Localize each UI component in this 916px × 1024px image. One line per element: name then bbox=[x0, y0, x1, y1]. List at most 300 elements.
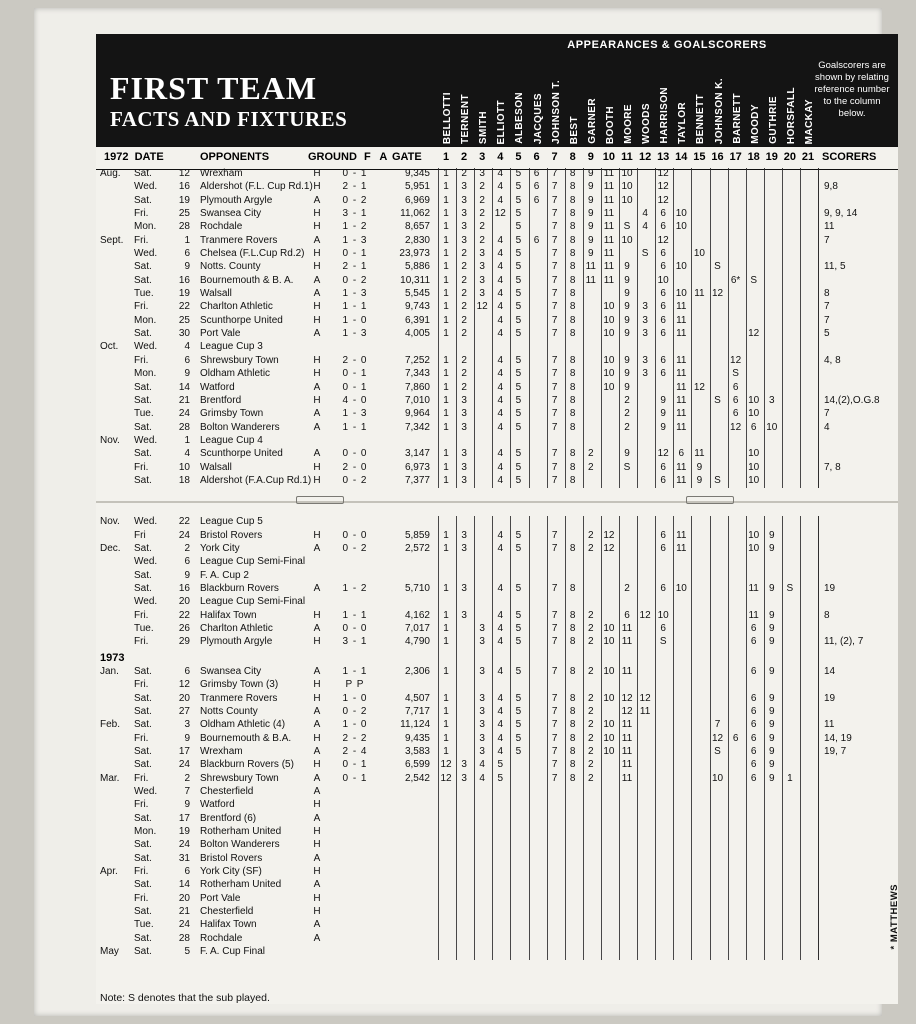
cell-score: 2 - 1 bbox=[342, 181, 368, 193]
appearance-cell-p13: 6 bbox=[660, 354, 666, 366]
table-row bbox=[96, 759, 898, 772]
cell-date: 30 bbox=[178, 328, 190, 340]
appearance-cell-p11: 11 bbox=[621, 732, 633, 744]
appearance-cell-p3: 3 bbox=[479, 665, 485, 677]
appearance-cell-p1: 1 bbox=[443, 745, 449, 757]
appearance-cell-p10: 10 bbox=[603, 636, 615, 648]
cell-day: Fri. bbox=[134, 354, 149, 366]
cell-score: 1 - 2 bbox=[342, 583, 368, 595]
cell-date: 25 bbox=[178, 314, 190, 326]
appearance-cell-p7: 7 bbox=[551, 609, 558, 621]
cell-score: 3 - 1 bbox=[342, 636, 368, 648]
cell-gate: 3,147 bbox=[404, 448, 430, 460]
appearance-cell-p18: 6 bbox=[750, 421, 757, 433]
cell-day: Sat. bbox=[134, 839, 152, 851]
appearance-cell-p3: 4 bbox=[479, 772, 485, 784]
table-row bbox=[96, 301, 898, 314]
table-row bbox=[96, 693, 898, 706]
appearance-cell-p4: 4 bbox=[497, 583, 504, 595]
appearance-cell-p13: 6 bbox=[660, 461, 666, 473]
cell-score: 1 - 1 bbox=[342, 301, 368, 313]
appearance-cell-p1: 1 bbox=[443, 194, 449, 206]
cell-day: Sat. bbox=[134, 261, 152, 273]
table-row bbox=[96, 530, 898, 543]
appearance-cell-p1: 1 bbox=[443, 354, 449, 366]
cell-ground: H bbox=[313, 261, 321, 273]
cell-gate: 9,743 bbox=[404, 301, 430, 313]
appearance-cell-p19: 10 bbox=[766, 421, 778, 433]
appearance-cell-p5: 5 bbox=[515, 665, 522, 677]
appearance-cell-p4: 4 bbox=[497, 274, 504, 286]
appearance-cell-p12: 3 bbox=[642, 301, 648, 313]
appearance-cell-p10: 10 bbox=[603, 368, 615, 380]
page-title bbox=[110, 72, 347, 131]
cell-date: 6 bbox=[184, 556, 190, 568]
player-number-20: 20 bbox=[783, 151, 797, 163]
cell-date: 28 bbox=[178, 221, 190, 233]
appearance-cell-p18: 6 bbox=[750, 665, 757, 677]
fixtures-sheet bbox=[96, 34, 898, 1004]
grid-rule bbox=[637, 650, 638, 666]
appearance-cell-p4: 4 bbox=[497, 194, 504, 206]
cell-ground: A bbox=[313, 194, 321, 206]
appearance-cell-p9: 2 bbox=[588, 692, 594, 704]
appearance-cell-p3: 3 bbox=[479, 168, 485, 179]
appearance-cell-p1: 1 bbox=[443, 421, 449, 433]
appearance-cell-p14: 11 bbox=[676, 408, 687, 420]
appearance-cell-p4: 4 bbox=[497, 609, 504, 621]
cell-opponents: Blackburn Rovers bbox=[200, 583, 279, 595]
appearance-cell-p10: 10 bbox=[603, 745, 615, 757]
cell-ground: A bbox=[313, 381, 321, 393]
fixtures-block bbox=[96, 666, 898, 960]
appearance-cell-p9: 9 bbox=[588, 248, 594, 260]
appearance-cell-p12: 4 bbox=[642, 208, 648, 220]
cell-date: 29 bbox=[178, 636, 190, 648]
cell-opponents: Plymouth Argyle bbox=[200, 194, 273, 206]
cell-day: Sat. bbox=[134, 421, 152, 433]
appearance-cell-p2: 3 bbox=[461, 448, 467, 460]
appearance-cell-p14: 6 bbox=[678, 448, 685, 460]
cell-month: May bbox=[100, 946, 119, 958]
appearance-cell-p2: 3 bbox=[461, 394, 467, 406]
cell-opponents: League Cup Semi-Final bbox=[200, 556, 306, 568]
cell-ground: H bbox=[313, 759, 321, 771]
appearance-cell-p4: 5 bbox=[497, 772, 504, 784]
cell-ground: H bbox=[313, 866, 321, 878]
cell-day: Tue. bbox=[134, 408, 154, 420]
cell-date: 16 bbox=[178, 181, 190, 193]
grid-rule bbox=[800, 650, 801, 666]
appearance-cell-p14: 11 bbox=[676, 394, 687, 406]
cell-gate: 3,583 bbox=[404, 745, 430, 757]
appearance-cell-p15: 12 bbox=[693, 381, 705, 393]
appearance-cell-p7: 7 bbox=[551, 732, 558, 744]
cell-gate: 11,124 bbox=[400, 719, 430, 731]
cell-score: 0 - 2 bbox=[342, 194, 368, 206]
cell-date: 17 bbox=[178, 745, 190, 757]
cell-gate: 4,005 bbox=[404, 328, 430, 340]
cell-ground: H bbox=[313, 248, 321, 260]
cell-ground: H bbox=[313, 692, 321, 704]
cell-opponents: Scunthorpe United bbox=[200, 314, 283, 326]
appearance-cell-p11: 2 bbox=[624, 408, 630, 420]
appearance-cell-p19: 9 bbox=[769, 583, 775, 595]
appearance-cell-p2: 3 bbox=[461, 609, 467, 621]
appearance-cell-p8: 8 bbox=[569, 221, 576, 233]
cell-ground: A bbox=[313, 583, 321, 595]
appearance-cell-p2: 2 bbox=[461, 328, 467, 340]
cell-day: Fri. bbox=[134, 866, 149, 878]
appearance-cell-p10: 10 bbox=[603, 719, 615, 731]
appearance-cell-p13: 6 bbox=[660, 474, 666, 486]
appearance-cell-p11: 2 bbox=[624, 583, 630, 595]
appearance-cell-p14: 11 bbox=[676, 328, 687, 340]
appearance-cell-p11: 9 bbox=[624, 354, 630, 366]
table-row bbox=[96, 248, 898, 261]
grid-rule bbox=[565, 650, 566, 666]
appearance-cell-p12: 3 bbox=[642, 314, 648, 326]
appearance-cell-p1: 1 bbox=[443, 234, 449, 246]
appearance-cell-p10: 12 bbox=[603, 529, 615, 541]
table-row bbox=[96, 516, 898, 529]
grid-rule bbox=[691, 650, 692, 666]
cell-date: 16 bbox=[178, 274, 190, 286]
column-header-f-a: F A bbox=[364, 151, 391, 163]
cell-score: 2 - 2 bbox=[342, 732, 368, 744]
cell-date: 26 bbox=[178, 623, 190, 635]
appearance-cell-p9: 9 bbox=[588, 208, 594, 220]
appearance-cell-p9: 9 bbox=[588, 194, 594, 206]
appearance-cell-p4: 4 bbox=[497, 692, 504, 704]
cell-opponents: Bournemouth & B.A. bbox=[200, 732, 292, 744]
appearance-cell-p5: 5 bbox=[515, 261, 522, 273]
appearance-cell-p12: 12 bbox=[639, 609, 651, 621]
appearance-cell-p9: 2 bbox=[588, 543, 594, 555]
table-row bbox=[96, 341, 898, 354]
cell-opponents: Bristol Rovers bbox=[200, 852, 263, 864]
appearance-cell-p7: 7 bbox=[551, 288, 558, 300]
appearance-cell-p13: 6 bbox=[660, 368, 666, 380]
grid-rule bbox=[746, 650, 747, 666]
appearance-cell-p3: 3 bbox=[479, 288, 485, 300]
appearance-cell-p2: 3 bbox=[461, 421, 467, 433]
cell-month: Feb. bbox=[100, 719, 121, 731]
appearance-cell-p14: 11 bbox=[676, 368, 687, 380]
appearance-cell-p2: 2 bbox=[461, 301, 467, 313]
cell-ground: H bbox=[313, 181, 321, 193]
grid-rule bbox=[728, 650, 729, 666]
cell-opponents: Oldham Athletic bbox=[200, 368, 271, 380]
appearance-cell-p1: 12 bbox=[440, 772, 452, 784]
cell-opponents: F. A. Cup Final bbox=[200, 946, 266, 958]
cell-scorers: 5 bbox=[824, 328, 830, 340]
appearance-cell-p8: 8 bbox=[569, 368, 576, 380]
appearance-cell-p7: 7 bbox=[551, 221, 558, 233]
grid-rule bbox=[510, 650, 511, 666]
appearance-cell-p11: 10 bbox=[621, 181, 633, 193]
cell-day: Sat. bbox=[134, 448, 152, 460]
appearance-cell-p2: 2 bbox=[461, 261, 467, 273]
appearance-cell-p19: 9 bbox=[769, 543, 775, 555]
cell-opponents: Shrewsbury Town bbox=[200, 354, 279, 366]
appearance-cell-p4: 4 bbox=[497, 328, 504, 340]
table-row bbox=[96, 746, 898, 759]
appearance-cell-p5: 5 bbox=[515, 274, 522, 286]
cell-month: Apr. bbox=[100, 866, 118, 878]
appearance-cell-p13: 9 bbox=[660, 421, 666, 433]
cell-day: Fri. bbox=[134, 461, 149, 473]
cell-day: Sat. bbox=[134, 569, 152, 581]
cell-ground: H bbox=[313, 892, 321, 904]
appearance-cell-p3: 3 bbox=[479, 248, 485, 260]
appearance-cell-p16: 7 bbox=[714, 719, 721, 731]
appearance-cell-p7: 7 bbox=[551, 248, 558, 260]
appearance-cell-p18: S bbox=[750, 274, 758, 286]
cell-gate: 8,657 bbox=[404, 221, 430, 233]
grid-rule bbox=[710, 650, 711, 666]
title-line-1: FIRST TEAM bbox=[110, 70, 318, 106]
cell-ground: H bbox=[313, 679, 321, 691]
player-name-13: HARRISON bbox=[659, 87, 671, 144]
cell-score: 0 - 1 bbox=[342, 759, 368, 771]
player-number-12: 12 bbox=[638, 151, 652, 163]
appearance-cell-p19: 9 bbox=[769, 705, 775, 717]
appearance-cell-p19: 9 bbox=[769, 719, 775, 731]
appearance-cell-p19: 9 bbox=[769, 623, 775, 635]
cell-score: 1 - 3 bbox=[342, 288, 368, 300]
appearance-cell-p10: 11 bbox=[603, 208, 615, 220]
cell-date: 10 bbox=[178, 461, 190, 473]
cell-ground: A bbox=[313, 274, 321, 286]
player-number-13: 13 bbox=[657, 151, 670, 163]
appearance-cell-p13: 6 bbox=[660, 221, 666, 233]
appearance-cell-p2: 3 bbox=[461, 543, 467, 555]
appearance-cell-p3: 3 bbox=[479, 732, 485, 744]
cell-day: Tue. bbox=[134, 288, 154, 300]
cell-date: 25 bbox=[178, 208, 190, 220]
appearance-cell-p11: 2 bbox=[624, 394, 630, 406]
grid-rule bbox=[438, 650, 439, 666]
appearance-cell-p1: 1 bbox=[443, 381, 449, 393]
table-row bbox=[96, 368, 898, 381]
cell-day: Fri. bbox=[134, 301, 149, 313]
appearance-cell-p18: 10 bbox=[748, 448, 760, 460]
appearance-cell-p8: 8 bbox=[569, 692, 576, 704]
appearance-cell-p17: 6 bbox=[732, 394, 739, 406]
table-row bbox=[96, 839, 898, 852]
appearance-cell-p11: 9 bbox=[624, 368, 630, 380]
appearance-cell-p14: 11 bbox=[676, 543, 687, 555]
appearance-cell-p4: 5 bbox=[497, 759, 504, 771]
cell-day: Fri. bbox=[134, 732, 149, 744]
cell-ground: A bbox=[313, 328, 321, 340]
appearance-cell-p8: 8 bbox=[569, 288, 576, 300]
cell-score: 1 - 2 bbox=[342, 221, 368, 233]
appearance-cell-p14: 10 bbox=[675, 208, 687, 220]
appearance-cell-p7: 7 bbox=[551, 194, 558, 206]
cell-day: Sat. bbox=[134, 665, 152, 677]
appearance-cell-p4: 4 bbox=[497, 248, 504, 260]
cell-opponents: Bournemouth & B. A. bbox=[200, 274, 294, 286]
appearance-cell-p3: 2 bbox=[479, 194, 485, 206]
cell-day: Fri. bbox=[134, 679, 149, 691]
cell-day: Sat. bbox=[134, 543, 152, 555]
appearance-cell-p13: 12 bbox=[657, 234, 669, 246]
appearance-cell-p1: 1 bbox=[443, 274, 449, 286]
appearance-cell-p1: 1 bbox=[443, 719, 449, 731]
appearance-cell-p4: 4 bbox=[497, 421, 504, 433]
cell-day: Mon. bbox=[134, 221, 157, 233]
cell-day: Fri. bbox=[134, 772, 149, 784]
player-name-columns bbox=[438, 54, 878, 146]
cell-scorers: 14 bbox=[824, 665, 836, 677]
header-band bbox=[96, 34, 898, 146]
cell-gate: 4,790 bbox=[404, 636, 430, 648]
appearance-cell-p8: 8 bbox=[569, 583, 576, 595]
cell-opponents: Bolton Wanderers bbox=[200, 839, 280, 851]
player-name-10: BOOTH bbox=[604, 105, 616, 144]
appearance-cell-p7: 7 bbox=[551, 314, 558, 326]
cell-ground: A bbox=[313, 705, 321, 717]
appearance-cell-p10: 11 bbox=[603, 168, 615, 179]
cell-day: Sat. bbox=[134, 852, 152, 864]
cell-ground: A bbox=[313, 543, 321, 555]
appearance-cell-p5: 5 bbox=[515, 719, 522, 731]
appearance-cell-p7: 7 bbox=[551, 394, 558, 406]
cell-date: 21 bbox=[178, 394, 190, 406]
cell-opponents: Grimsby Town bbox=[200, 408, 264, 420]
appearance-cell-p11: 9 bbox=[624, 288, 630, 300]
table-row bbox=[96, 221, 898, 234]
appearance-cell-p11: 11 bbox=[621, 745, 633, 757]
appearance-cell-p8: 8 bbox=[569, 623, 576, 635]
appearance-cell-p8: 8 bbox=[569, 543, 576, 555]
appearance-cell-p2: 2 bbox=[461, 368, 467, 380]
appearance-cell-p7: 7 bbox=[551, 719, 558, 731]
cell-scorers: 14,(2),O.G.8 bbox=[824, 394, 880, 406]
appearance-cell-p19: 9 bbox=[769, 609, 775, 621]
cell-gate: 6,969 bbox=[404, 194, 430, 206]
appearance-cell-p17: 6 bbox=[732, 408, 739, 420]
cell-day: Sat. bbox=[134, 328, 152, 340]
appearance-cell-p10: 10 bbox=[603, 381, 615, 393]
player-name-19: GUTHRIE bbox=[767, 96, 779, 144]
player-name-20: HORSFALL bbox=[785, 86, 797, 144]
cell-date: 9 bbox=[184, 569, 190, 581]
table-row bbox=[96, 543, 898, 556]
appearance-cell-p6: 6 bbox=[533, 181, 540, 193]
appearance-cell-p9: 2 bbox=[588, 732, 594, 744]
table-row bbox=[96, 719, 898, 732]
appearance-cell-p4: 4 bbox=[497, 314, 504, 326]
appearance-cell-p3: 3 bbox=[479, 692, 485, 704]
grid-rule bbox=[673, 650, 674, 666]
appearance-cell-p7: 7 bbox=[551, 636, 558, 648]
appearance-cell-p1: 12 bbox=[440, 759, 452, 771]
cell-day: Wed. bbox=[134, 556, 158, 568]
cell-ground: H bbox=[313, 208, 321, 220]
appearance-cell-p11: 6 bbox=[624, 609, 630, 621]
appearance-cell-p8: 8 bbox=[569, 168, 576, 179]
appearance-cell-p13: 6 bbox=[660, 583, 666, 595]
cell-scorers: 19 bbox=[824, 692, 836, 704]
cell-opponents: Grimsby Town (3) bbox=[200, 679, 279, 691]
cell-score: 0 - 2 bbox=[342, 543, 368, 555]
player-number-11: 11 bbox=[621, 151, 633, 163]
cell-score: 1 - 3 bbox=[342, 328, 368, 340]
goalscorer-note: Goalscorers are shown by relating reference number to the column below. bbox=[814, 60, 890, 119]
grid-rule bbox=[601, 650, 602, 666]
appearance-cell-p13: 6 bbox=[660, 314, 666, 326]
cell-day: Wed. bbox=[134, 434, 158, 446]
appearance-cell-p7: 7 bbox=[551, 705, 558, 717]
table-row bbox=[96, 181, 898, 194]
cell-scorers: 11, (2), 7 bbox=[824, 636, 864, 648]
appearance-cell-p13: 6 bbox=[660, 208, 666, 220]
appearance-cell-p8: 8 bbox=[569, 609, 576, 621]
appearance-cell-p11: 11 bbox=[621, 636, 633, 648]
cell-date: 20 bbox=[178, 692, 190, 704]
cell-scorers: 11, 5 bbox=[824, 261, 846, 273]
appearance-cell-p8: 8 bbox=[569, 354, 576, 366]
cell-ground: A bbox=[313, 421, 321, 433]
cell-scorers: 4 bbox=[824, 421, 830, 433]
cell-day: Wed. bbox=[134, 785, 158, 797]
cell-date: 2 bbox=[184, 772, 190, 784]
appearance-cell-p7: 7 bbox=[551, 623, 558, 635]
appearance-cell-p10: 11 bbox=[603, 181, 615, 193]
table-row bbox=[96, 583, 898, 596]
cell-opponents: Shrewsbury Town bbox=[200, 772, 279, 784]
cell-date: 6 bbox=[184, 248, 190, 260]
appearance-cell-p13: 12 bbox=[657, 194, 669, 206]
appearance-cell-p9: 2 bbox=[588, 636, 594, 648]
cell-date: 22 bbox=[178, 609, 190, 621]
cell-opponents: League Cup 5 bbox=[200, 516, 263, 528]
cell-opponents: Swansea City bbox=[200, 208, 262, 220]
table-row bbox=[96, 733, 898, 746]
player-name-5: ALBESON bbox=[514, 92, 526, 144]
appearance-cell-p15: 10 bbox=[693, 248, 705, 260]
appearance-cell-p18: 11 bbox=[748, 609, 759, 621]
appearance-cell-p4: 4 bbox=[497, 288, 504, 300]
appearance-cell-p13: 6 bbox=[660, 328, 666, 340]
cell-day: Sat. bbox=[134, 946, 152, 958]
appearance-cell-p18: 12 bbox=[748, 328, 760, 340]
cell-date: 4 bbox=[184, 448, 190, 460]
grid-rule bbox=[547, 650, 548, 666]
appearance-cell-p16: 12 bbox=[711, 732, 724, 744]
cell-day: Sat. bbox=[134, 812, 152, 824]
cell-gate: 11,062 bbox=[400, 208, 430, 220]
appearance-cell-p14: 11 bbox=[676, 461, 687, 473]
appearance-cell-p18: 6 bbox=[750, 636, 757, 648]
appearance-cell-p10: 11 bbox=[603, 248, 615, 260]
appearance-cell-p2: 3 bbox=[461, 408, 467, 420]
appearance-cell-p6: 6 bbox=[533, 168, 540, 179]
cell-opponents: Wrexham bbox=[200, 745, 243, 757]
appearance-cell-p15: 11 bbox=[694, 288, 705, 300]
player-name-17: BARNETT bbox=[731, 93, 743, 144]
cell-opponents: Walsall bbox=[200, 461, 232, 473]
cell-date: 27 bbox=[178, 705, 190, 717]
cell-ground: H bbox=[313, 368, 321, 380]
appearance-cell-p13: 6 bbox=[660, 288, 666, 300]
appearance-cell-p18: 10 bbox=[748, 543, 760, 555]
cell-gate: 2,306 bbox=[404, 665, 430, 677]
appearance-cell-p2: 2 bbox=[461, 248, 467, 260]
